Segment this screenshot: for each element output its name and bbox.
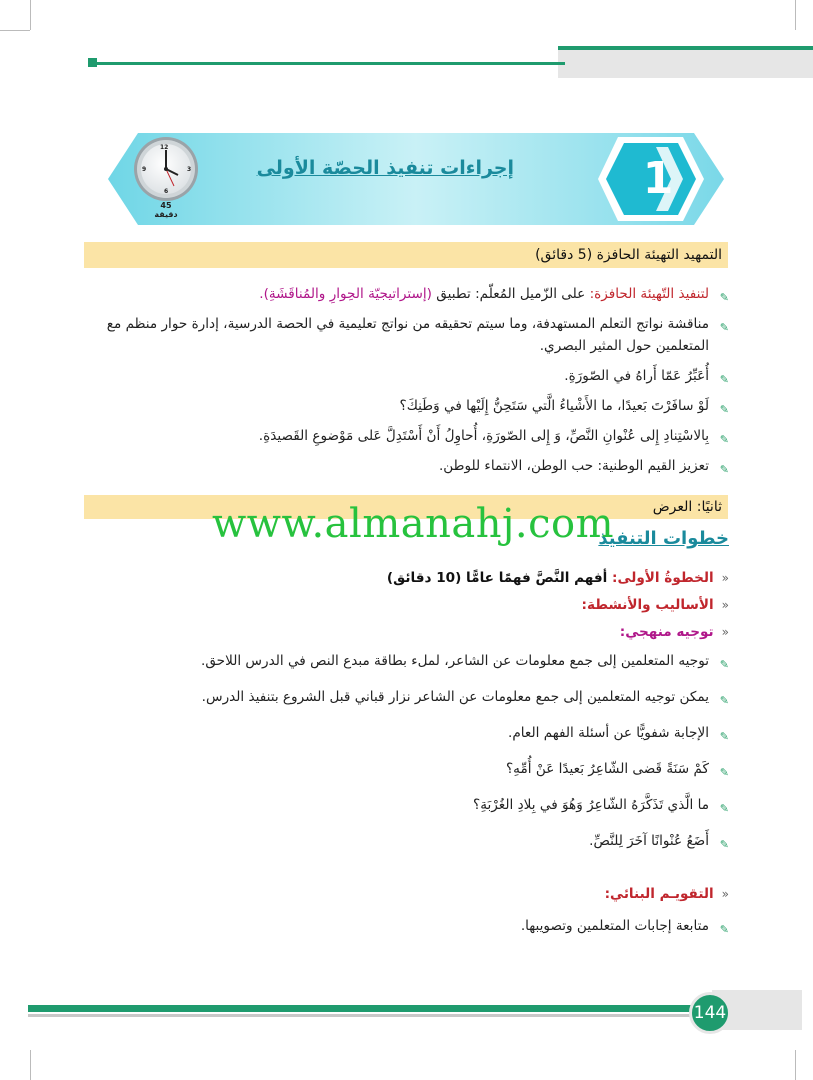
item-text: تعزيز القيم الوطنية: حب الوطن، الانتماء للوطن. bbox=[438, 458, 709, 474]
methods-label: الأساليب والأنشطة: bbox=[581, 597, 714, 613]
lesson-number: 1 bbox=[642, 153, 674, 204]
crop-mark bbox=[30, 1050, 31, 1080]
steps-list bbox=[89, 650, 729, 866]
intro-list bbox=[89, 283, 729, 485]
list-item bbox=[89, 365, 729, 387]
watermark: www.almanahj.com bbox=[212, 501, 615, 547]
list-item bbox=[89, 758, 729, 780]
crop-mark bbox=[30, 0, 31, 30]
clock-caption bbox=[148, 201, 184, 219]
list-item bbox=[89, 395, 729, 417]
crop-mark bbox=[795, 0, 796, 30]
step1-text: أفهم النَّصَّ فهمًا عامًّا (10 دقائق) bbox=[386, 570, 613, 586]
list-item bbox=[89, 686, 729, 708]
item-text: متابعة إجابات المتعلمين وتصويبها. bbox=[520, 918, 709, 934]
item-text: كَمْ سَنَةً قَضى الشّاعِرُ بَعيدًا عَنْ أُمِّهِ؟ bbox=[505, 761, 709, 777]
pencil-icon: ✎ bbox=[719, 291, 729, 304]
item-text: توجيه المتعلمين إلى جمع معلومات عن الشاعر، لملء بطاقة مبدع النص في الدرس اللاحق. bbox=[201, 653, 709, 669]
list-item bbox=[89, 313, 729, 357]
step1-line bbox=[387, 570, 729, 586]
footer-rule-shadow bbox=[28, 1014, 708, 1017]
pencil-icon: ✎ bbox=[719, 694, 729, 707]
item-text: أُعَبِّرُ عَمّا أَراهُ في الصّورَةِ. bbox=[564, 368, 709, 384]
chevron-icon: « bbox=[721, 571, 729, 585]
item-text: بِالاسْتِنادِ إِلى عُنْوانِ النَّصِّ، وَ إِلى الصّورَةِ، أُحاوِلُ أَنْ أَسْتَدِلَّ عَلى مَوْضوعِ القَصيدَةِ. bbox=[258, 428, 709, 444]
clock-number-3: 3 bbox=[187, 166, 192, 173]
pencil-icon: ✎ bbox=[719, 730, 729, 743]
item-text: ما الَّذي تَذَكَّرَهُ الشّاعِرُ وَهُوَ في بِلادِ الغُرْبَةِ؟ bbox=[473, 797, 709, 813]
pencil-icon: ✎ bbox=[719, 463, 729, 476]
clock-unit: دقيقة bbox=[154, 210, 178, 219]
header-tab bbox=[558, 48, 813, 78]
list-item bbox=[89, 722, 729, 744]
eval-line bbox=[605, 886, 729, 902]
header-rule bbox=[95, 62, 565, 65]
clock-number-12: 12 bbox=[160, 144, 169, 151]
pencil-icon: ✎ bbox=[719, 923, 729, 936]
footer-rule bbox=[28, 1005, 708, 1012]
clock-number-6: 6 bbox=[164, 188, 169, 195]
chevron-icon: « bbox=[721, 598, 729, 612]
pencil-icon: ✎ bbox=[719, 403, 729, 416]
list-item bbox=[89, 830, 729, 852]
item-lead: لتنفيذ التّهيئة الحافزة: bbox=[589, 286, 709, 302]
eval-list bbox=[89, 915, 729, 937]
pencil-icon: ✎ bbox=[719, 433, 729, 446]
list-item bbox=[89, 794, 729, 816]
crop-mark bbox=[795, 1050, 796, 1080]
list-item bbox=[89, 455, 729, 477]
lesson-banner bbox=[108, 133, 724, 225]
item-text: أَضَعُ عُنْوانًا آخَرَ لِلنَّصِّ. bbox=[589, 833, 709, 849]
pencil-icon: ✎ bbox=[719, 766, 729, 779]
methods-line bbox=[582, 597, 729, 613]
pencil-icon: ✎ bbox=[719, 373, 729, 386]
item-text: على الزّميل المُعلّم: تطبيق bbox=[431, 286, 590, 302]
header-tab-accent bbox=[558, 46, 813, 50]
pencil-icon: ✎ bbox=[719, 838, 729, 851]
lesson-title: إجراءات تنفيذ الحصّة الأولى bbox=[256, 157, 514, 179]
list-item bbox=[89, 283, 729, 305]
item-text: الإجابة شفويًّا عن أسئلة الفهم العام. bbox=[508, 725, 709, 741]
item-highlight: (إستراتيجيّة الحِوارِ والمُناقَشَةِ). bbox=[259, 286, 432, 302]
guidance-line bbox=[620, 624, 729, 640]
list-item bbox=[89, 425, 729, 447]
presentation-header: ثانيًا: العرض bbox=[84, 495, 728, 519]
header-dot bbox=[88, 58, 97, 67]
eval-label: التقويـم البنائي: bbox=[604, 886, 714, 902]
list-item bbox=[89, 915, 729, 937]
pencil-icon: ✎ bbox=[719, 802, 729, 815]
item-text: يمكن توجيه المتعلمين إلى جمع معلومات عن الشاعر نزار قباني قبل الشروع بتنفيذ الدرس. bbox=[201, 689, 709, 705]
chevron-icon: « bbox=[721, 887, 729, 901]
steps-title: خطوات التنفيذ bbox=[598, 528, 729, 549]
item-text: لَوْ سافَرْتَ بَعيدًا، ما الأَشْياءُ الَّتي سَتَحِنُّ إِلَيْها في وَطَنِكَ؟ bbox=[399, 398, 709, 414]
pencil-icon: ✎ bbox=[719, 658, 729, 671]
chevron-icon: « bbox=[721, 625, 729, 639]
step1-label: الخطوةُ الأولى: bbox=[612, 570, 714, 586]
clock-minutes: 45 bbox=[160, 201, 172, 210]
clock-number-9: 9 bbox=[142, 166, 147, 173]
list-item bbox=[89, 650, 729, 672]
crop-mark bbox=[0, 30, 30, 31]
pencil-icon: ✎ bbox=[719, 321, 729, 334]
guidance-label: توجيه منهجي: bbox=[619, 624, 714, 640]
page-number: 144 bbox=[689, 992, 731, 1034]
item-text: مناقشة نواتج التعلم المستهدفة، وما سيتم تحقيقه من نواتج تعليمية في الحصة الدرسية، إدارة حوار منظم مع المتعلمين حول المثير البصري. bbox=[106, 316, 709, 354]
intro-header: التمهيد التهيئة الحافزة (5 دقائق) bbox=[84, 242, 728, 268]
